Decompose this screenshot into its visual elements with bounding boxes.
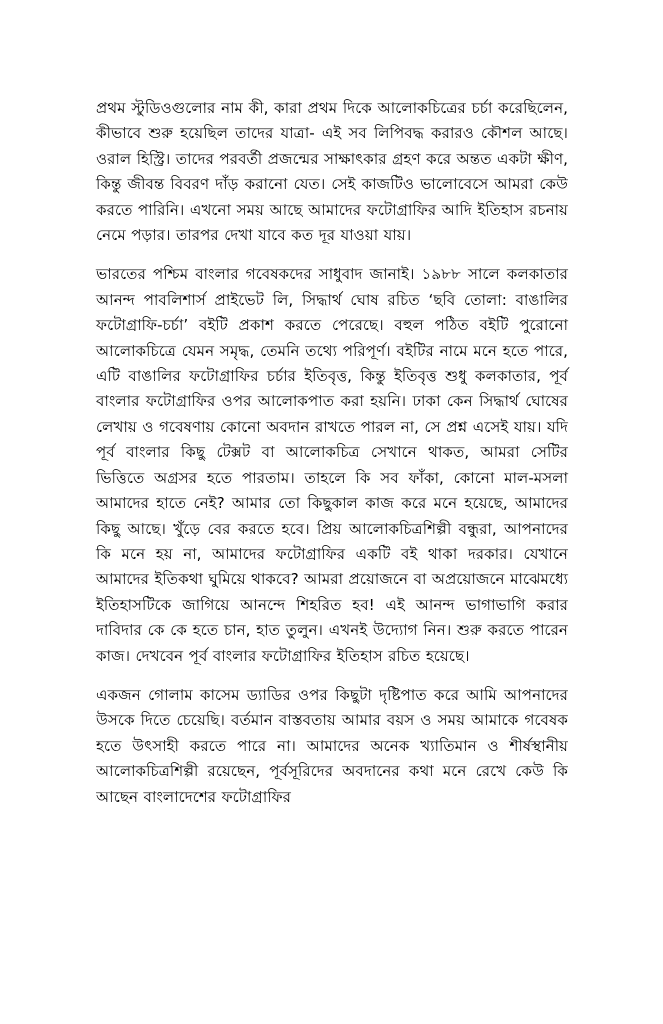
body-text-block — [96, 96, 568, 810]
body-paragraph-2: ভারতের পশ্চিম বাংলার গবেষকদের সাধুবাদ জানাই। ১৯৮৮ সালে কলকাতার আনন্দ পাবলিশার্স প্রাইভেট লি, সিদ্ধার্থ ঘোষ রচিত ‘ছবি তোলা: বাঙালির ফটোগ্রাফি-চর্চা’ বইটি প্রকাশ করতে পেরেছে। বহুল পঠিত বইটি পুরোনো আলোকচিত্রে যেমন সমৃদ্ধ, তেমনি তথ্যে পরিপূর্ণ। বইটির নামে মনে হতে পারে, এটি বাঙালির ফটোগ্রাফির চর্চার ইতিবৃত্ত, কিন্তু ইতিবৃত্ত শুধু কলকাতার, পূর্ব বাংলার ফটোগ্রাফির ওপর আলোকপাত করা হয়নি। ঢাকা কেন সিদ্ধার্থ ঘোষের লেখায় ও গবেষণায় কোনো অবদান রাখতে পারল না, সে প্রশ্ন এসেই যায়। যদি পূর্ব বাংলার কিছু টেক্সট বা আলোকচিত্র সেখানে থাকত, আমরা সেটির ভিত্তিতে অগ্রসর হতে পারতাম। তাহলে কি সব ফাঁকা, কোনো মাল-মসলা আমাদের হাতে নেই? আমার তো কিছুকাল কাজ করে মনে হয়েছে, আমাদের কিছু আছে। খুঁড়ে বের করতে হবে। প্রিয় আলোকচিত্রশিল্পী বন্ধুরা, আপনাদের কি মনে হয় না, আমাদের ফটোগ্রাফির একটি বই থাকা দরকার। যেখানে আমাদের ইতিকথা ঘুমিয়ে থাকবে? আমরা প্রয়োজনে বা অপ্রয়োজনে মাঝেমধ্যে ইতিহাসটিকে জাগিয়ে আনন্দে শিহরিত হব! এই আনন্দ ভাগাভাগি করার দাবিদার কে কে হতে চান, হাত তুলুন। এখনই উদ্যোগ নিন। শুরু করতে পারেন কাজ। দেখবেন পূর্ব বাংলার ফটোগ্রাফির ইতিহাস রচিত হয়েছে। — [96, 265, 568, 665]
body-paragraph-1: প্রথম স্টুডিওগুলোর নাম কী, কারা প্রথম দিকে আলোকচিত্রের চর্চা করেছিলেন, কীভাবে শুরু হয়েছিল তাদের যাত্রা- এই সব লিপিবদ্ধ করারও কৌশল আছে। ওরাল হিস্ট্রি। তাদের পরবর্তী প্রজন্মের সাক্ষাৎকার গ্রহণ করে অন্তত একটা ক্ষীণ, কিন্তু জীবন্ত বিবরণ দাঁড় করানো যেত। সেই কাজটিও ভালোবেসে আমরা কেউ করতে পারিনি। এখনো সময় আছে আমাদের ফটোগ্রাফির আদি ইতিহাস রচনায় নেমে পড়ার। তারপর দেখা যাবে কত দূর যাওয়া যায়। — [96, 99, 568, 245]
body-paragraph-3: একজন গোলাম কাসেম ড্যাডির ওপর কিছুটা দৃষ্টিপাত করে আমি আপনাদের উসকে দিতে চেয়েছি। বর্তমান বাস্তবতায় আমার বয়স ও সময় আমাকে গবেষক হতে উৎসাহী করতে পারে না। আমাদের অনেক খ্যাতিমান ও শীর্ষস্থানীয় আলোকচিত্রশিল্পী রয়েছেন, পূর্বসূরিদের অবদানের কথা মনে রেখে কেউ কি আছেন বাংলাদেশের ফটোগ্রাফির — [96, 685, 568, 806]
